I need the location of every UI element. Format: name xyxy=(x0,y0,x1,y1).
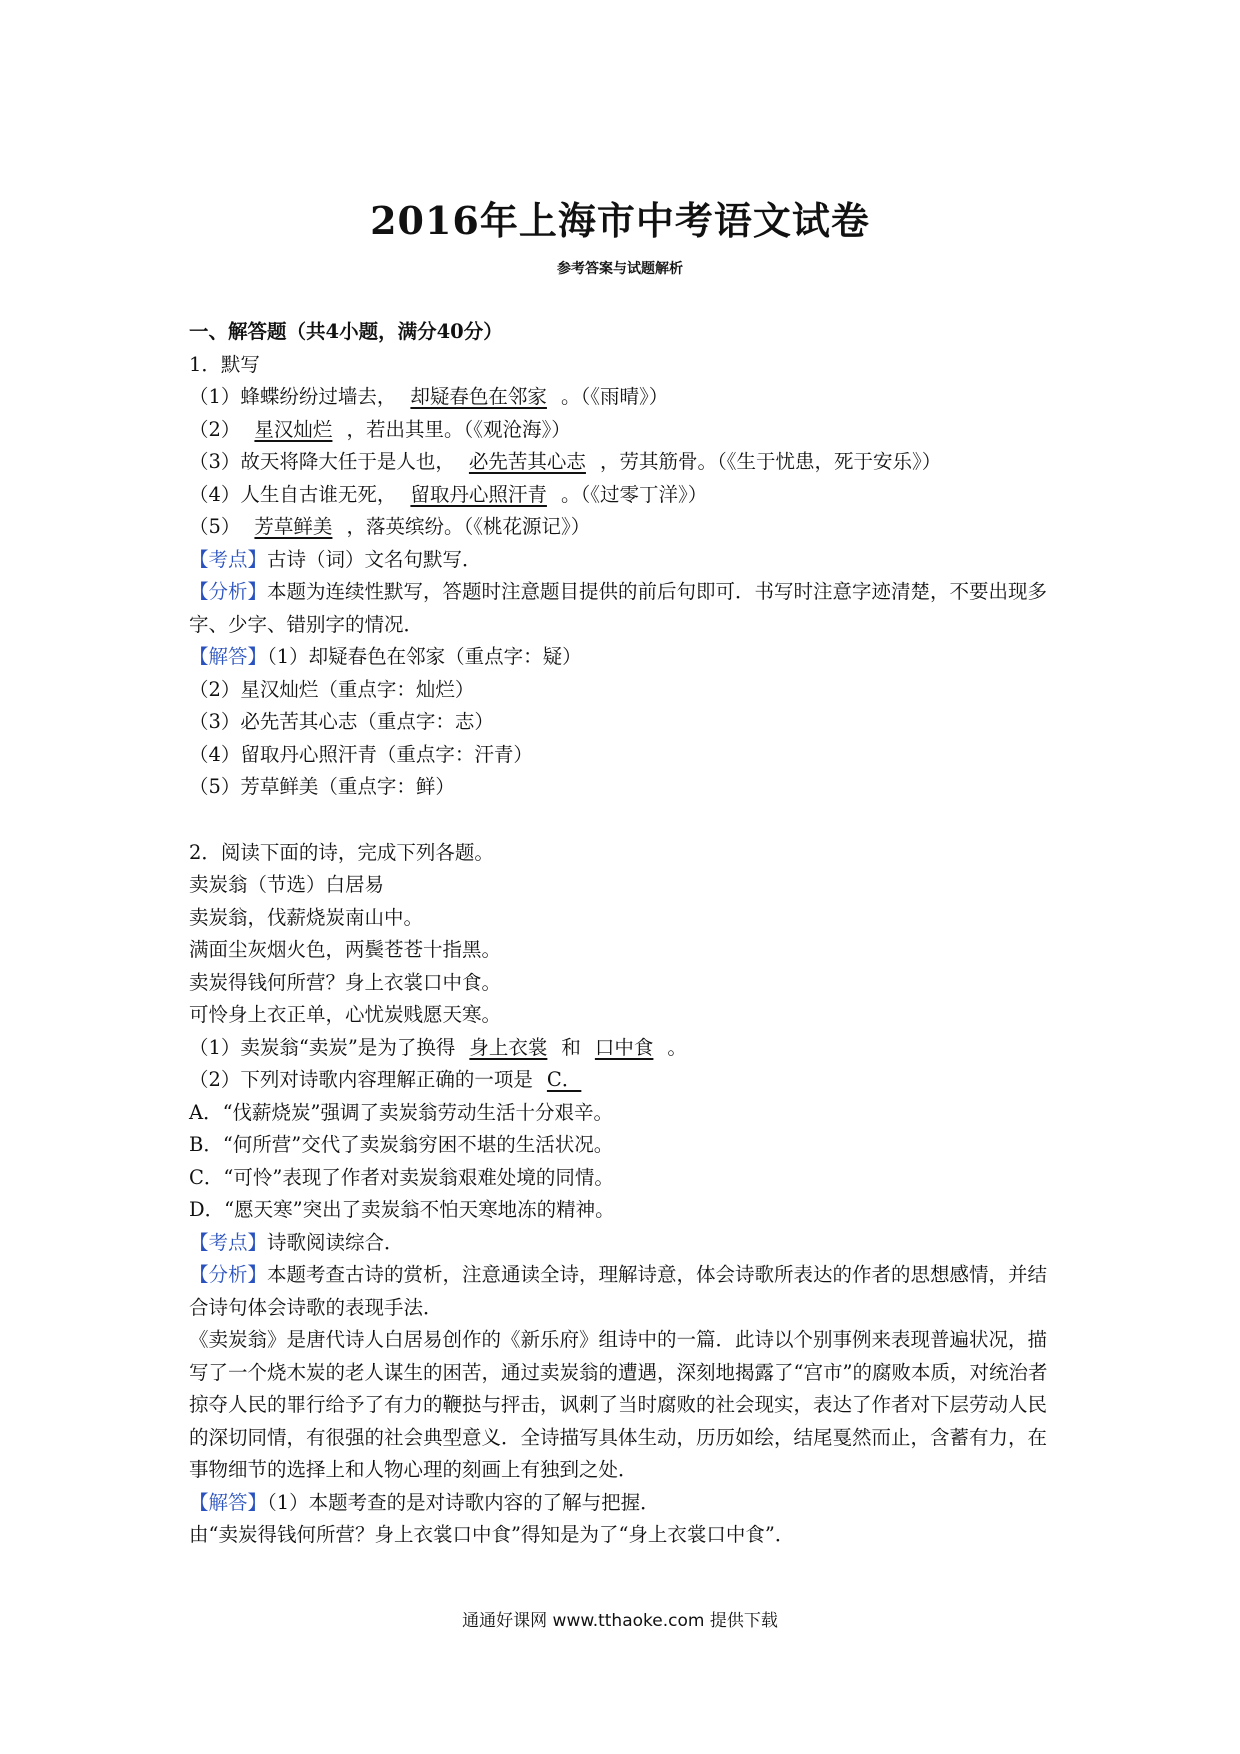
answer-blank: 却疑春色在邻家 xyxy=(410,385,547,408)
option-item: A．“伐薪烧炭”强调了卖炭翁劳动生活十分艰辛。 xyxy=(189,1100,614,1124)
answer-blank: 留取丹心照汗青 xyxy=(410,482,547,506)
q2-sub2: （2）下列对诗歌内容理解正确的一项是 C． xyxy=(189,1064,1059,1097)
section-heading: 一、解答题（共4小题，满分40分） xyxy=(189,320,503,343)
page-subtitle: 参考答案与试题解析 xyxy=(557,261,683,277)
q1-jieda-line: （5）芳草鲜美（重点字：鲜） xyxy=(189,775,455,798)
poem-line: 可怜身上衣正单，心忧炭贱愿天寒。 xyxy=(189,1003,502,1026)
option-item: D．“愿天寒”突出了卖炭翁不怕天寒地冻的精神。 xyxy=(189,1198,615,1221)
q2-fenxi: 【分析】本题考查古诗的赏析，注意通读全诗，理解诗意，体会诗歌所表达的作者的思想感情，并结合诗句体会诗歌的表现手法． xyxy=(189,1263,1048,1319)
page-content xyxy=(189,316,1059,1552)
q2-jieda-line: 由“卖炭得钱何所营？身上衣裳口中食”得知是为了“身上衣裳口中食”． xyxy=(189,1523,795,1546)
q2-title: 2．阅读下面的诗，完成下列各题。 xyxy=(189,840,494,864)
q1-jieda-line: （2）星汉灿烂（重点字：灿烂） xyxy=(189,677,475,701)
footer-credit: 通通好课网 www.tthaoke.com 提供下载 xyxy=(462,1611,778,1631)
answer-blank: 星汉灿烂 xyxy=(254,417,333,441)
answer-blank: 必先苦其心志 xyxy=(468,450,586,473)
jieda-tag: 【解答】 xyxy=(189,645,268,668)
kaodian-tag: 【考点】 xyxy=(189,547,268,571)
q1-item: （4）人生自古谁无死， 留取丹心照汗青 。（《过零丁洋》） xyxy=(189,482,708,506)
poem-line: 卖炭翁，伐薪烧炭南山中。 xyxy=(189,905,424,929)
jieda-tag: 【解答】 xyxy=(189,1490,268,1514)
fenxi-tag: 【分析】 xyxy=(189,1263,268,1286)
fenxi-tag: 【分析】 xyxy=(189,580,268,603)
answer-blank: 身上衣裳 xyxy=(469,1035,548,1059)
q1-item: （5） 芳草鲜美 ，落英缤纷。（《桃花源记》） xyxy=(189,515,591,538)
q1-jieda-line: （4）留取丹心照汗青（重点字：汗青） xyxy=(189,742,533,766)
q2-sub1: （1）卖炭翁“卖炭”是为了换得 身上衣裳 和 口中食 。 xyxy=(189,1035,687,1059)
q1-jieda: 【解答】（1）却疑春色在邻家（重点字：疑） xyxy=(189,645,582,668)
q1-kaodian: 【考点】古诗（词）文名句默写． xyxy=(189,547,482,571)
q1-title: 1．默写 xyxy=(189,352,260,376)
poem-line: 满面尘灰烟火色，两鬓苍苍十指黑。 xyxy=(189,938,502,961)
option-item: C．“可怜”表现了作者对卖炭翁艰难处境的同情。 xyxy=(189,1165,614,1189)
answer-blank: C． xyxy=(546,1068,582,1091)
q1-fenxi: 【分析】本题为连续性默写，答题时注意题目提供的前后句即可．书写时注意字迹清楚，不要出现多字、少字、错别字的情况． xyxy=(189,580,1048,636)
answer-blank: 芳草鲜美 xyxy=(254,515,333,538)
poem-line: 卖炭翁（节选）白居易 xyxy=(189,873,385,896)
option-item: B．“何所营”交代了卖炭翁穷困不堪的生活状况。 xyxy=(189,1133,614,1156)
answer-blank: 口中食 xyxy=(594,1035,654,1059)
kaodian-tag: 【考点】 xyxy=(189,1230,268,1254)
q2-jieda: 【解答】（1）本题考查的是对诗歌内容的了解与把握． xyxy=(189,1490,660,1514)
q1-jieda-line: （3）必先苦其心志（重点字：志） xyxy=(189,710,494,733)
q1-item: （1）蜂蝶纷纷过墙去， 却疑春色在邻家 。（《雨晴》） xyxy=(189,385,669,408)
q2-paragraph: 《卖炭翁》是唐代诗人白居易创作的《新乐府》组诗中的一篇．此诗以个别事例来表现普遍状况，描写了一个烧木炭的老人谋生的困苦，通过卖炭翁的遭遇，深刻地揭露了“宫市”的腐败本质，对统治者掠夺人民的罪行给予了有力的鞭挞与抨击，讽刺了当时腐败的社会现实，表达了作者对下层劳动人民的深切同情，有很强的社会典型意义．全诗描写具体生动，历历如绘，结尾戛然而止，含蓄有力，在事物细节的选择上和人物心理的刻画上有独到之处． xyxy=(189,1328,1048,1481)
q1-item: （2） 星汉灿烂 ，若出其里。（《观沧海》） xyxy=(189,417,571,441)
poem-line: 卖炭得钱何所营？身上衣裳口中食。 xyxy=(189,970,502,994)
q2-kaodian: 【考点】诗歌阅读综合． xyxy=(189,1230,404,1254)
spacer xyxy=(189,804,1059,837)
q1-item: （3）故天将降大任于是人也， 必先苦其心志 ，劳其筋骨。（《生于忧患，死于安乐》） xyxy=(189,450,942,473)
page-title: 2016年上海市中考语文试卷 xyxy=(370,198,870,243)
